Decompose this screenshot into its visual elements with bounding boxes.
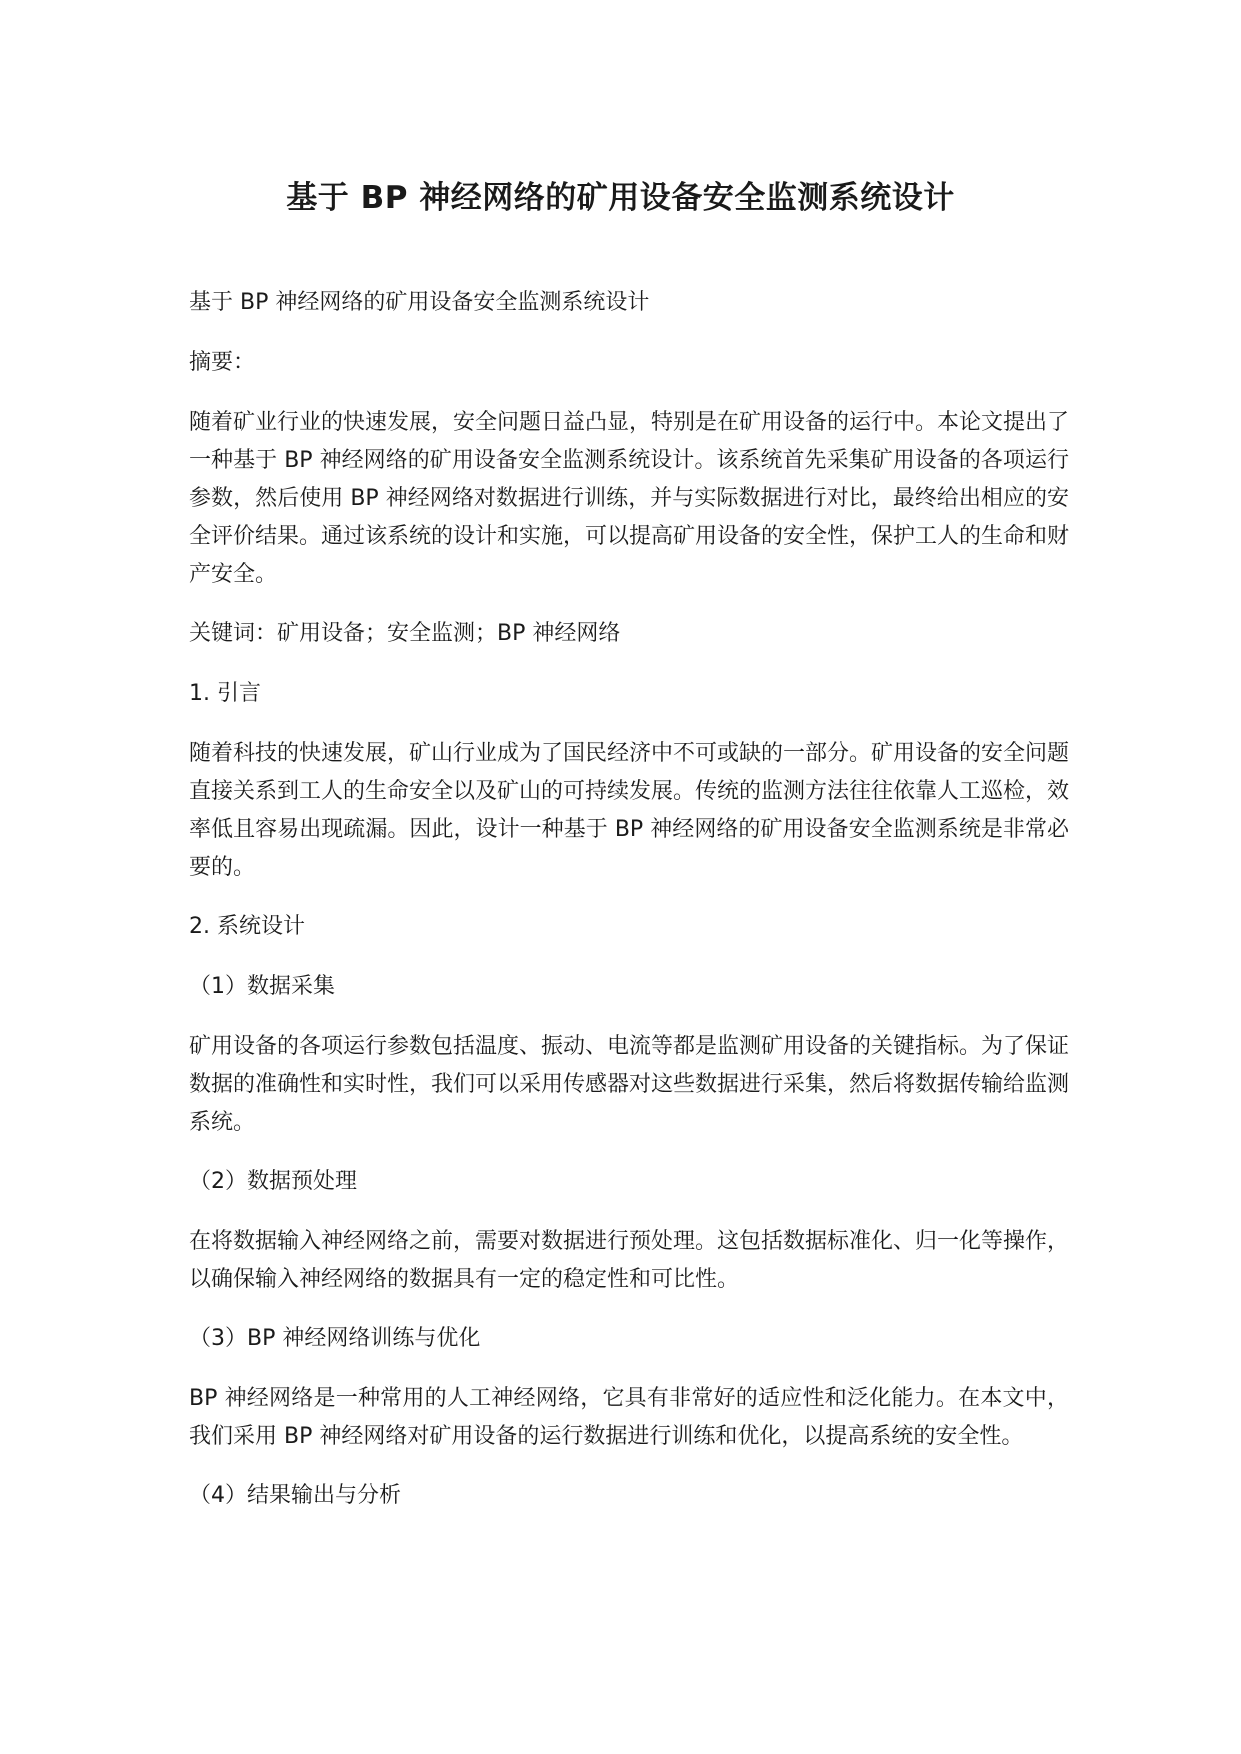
- abstract-paragraph: 随着矿业行业的快速发展，安全问题日益凸显，特别是在矿用设备的运行中。本论文提出了一种基于 BP 神经网络的矿用设备安全监测系统设计。该系统首先采集矿用设备的各项运行参数，然后使用 BP 神经网络对数据进行训练，并与实际数据进行对比，最终给出相应的安全评价结果。通过该系统的设计和实施，可以提高矿用设备的安全性，保护工人的生命和财产安全。: [189, 410, 1070, 587]
- data-collection-paragraph: 矿用设备的各项运行参数包括温度、振动、电流等都是监测矿用设备的关键指标。为了保证数据的准确性和实时性，我们可以采用传感器对这些数据进行采集，然后将数据传输给监测系统。: [189, 1034, 1070, 1135]
- section-heading-introduction: 1. 引言: [189, 681, 261, 706]
- document-title: 基于 BP 神经网络的矿用设备安全监测系统设计: [286, 180, 955, 216]
- bp-training-paragraph: BP 神经网络是一种常用的人工神经网络，它具有非常好的适应性和泛化能力。在本文中，我们采用 BP 神经网络对矿用设备的运行数据进行训练和优化，以提高系统的安全性。: [189, 1386, 1069, 1449]
- subsection-heading-data-collection: （1）数据采集: [189, 974, 335, 999]
- subsection-heading-results: （4）结果输出与分析: [189, 1483, 401, 1508]
- abstract-heading: 摘要：: [189, 350, 256, 375]
- subtitle-paragraph: 基于 BP 神经网络的矿用设备安全监测系统设计: [189, 290, 650, 315]
- subsection-heading-bp-training: （3）BP 神经网络训练与优化: [189, 1326, 481, 1351]
- keywords-paragraph: 关键词：矿用设备；安全监测；BP 神经网络: [189, 621, 621, 646]
- introduction-paragraph: 随着科技的快速发展，矿山行业成为了国民经济中不可或缺的一部分。矿用设备的安全问题直接关系到工人的生命安全以及矿山的可持续发展。传统的监测方法往往依靠人工巡检，效率低且容易出现疏漏。因此，设计一种基于 BP 神经网络的矿用设备安全监测系统是非常必要的。: [189, 741, 1070, 880]
- section-heading-system-design: 2. 系统设计: [189, 914, 305, 939]
- subsection-heading-preprocessing: （2）数据预处理: [189, 1169, 357, 1194]
- document-body: [189, 284, 1069, 1537]
- preprocessing-paragraph: 在将数据输入神经网络之前，需要对数据进行预处理。这包括数据标准化、归一化等操作，以确保输入神经网络的数据具有一定的稳定性和可比性。: [189, 1229, 1070, 1292]
